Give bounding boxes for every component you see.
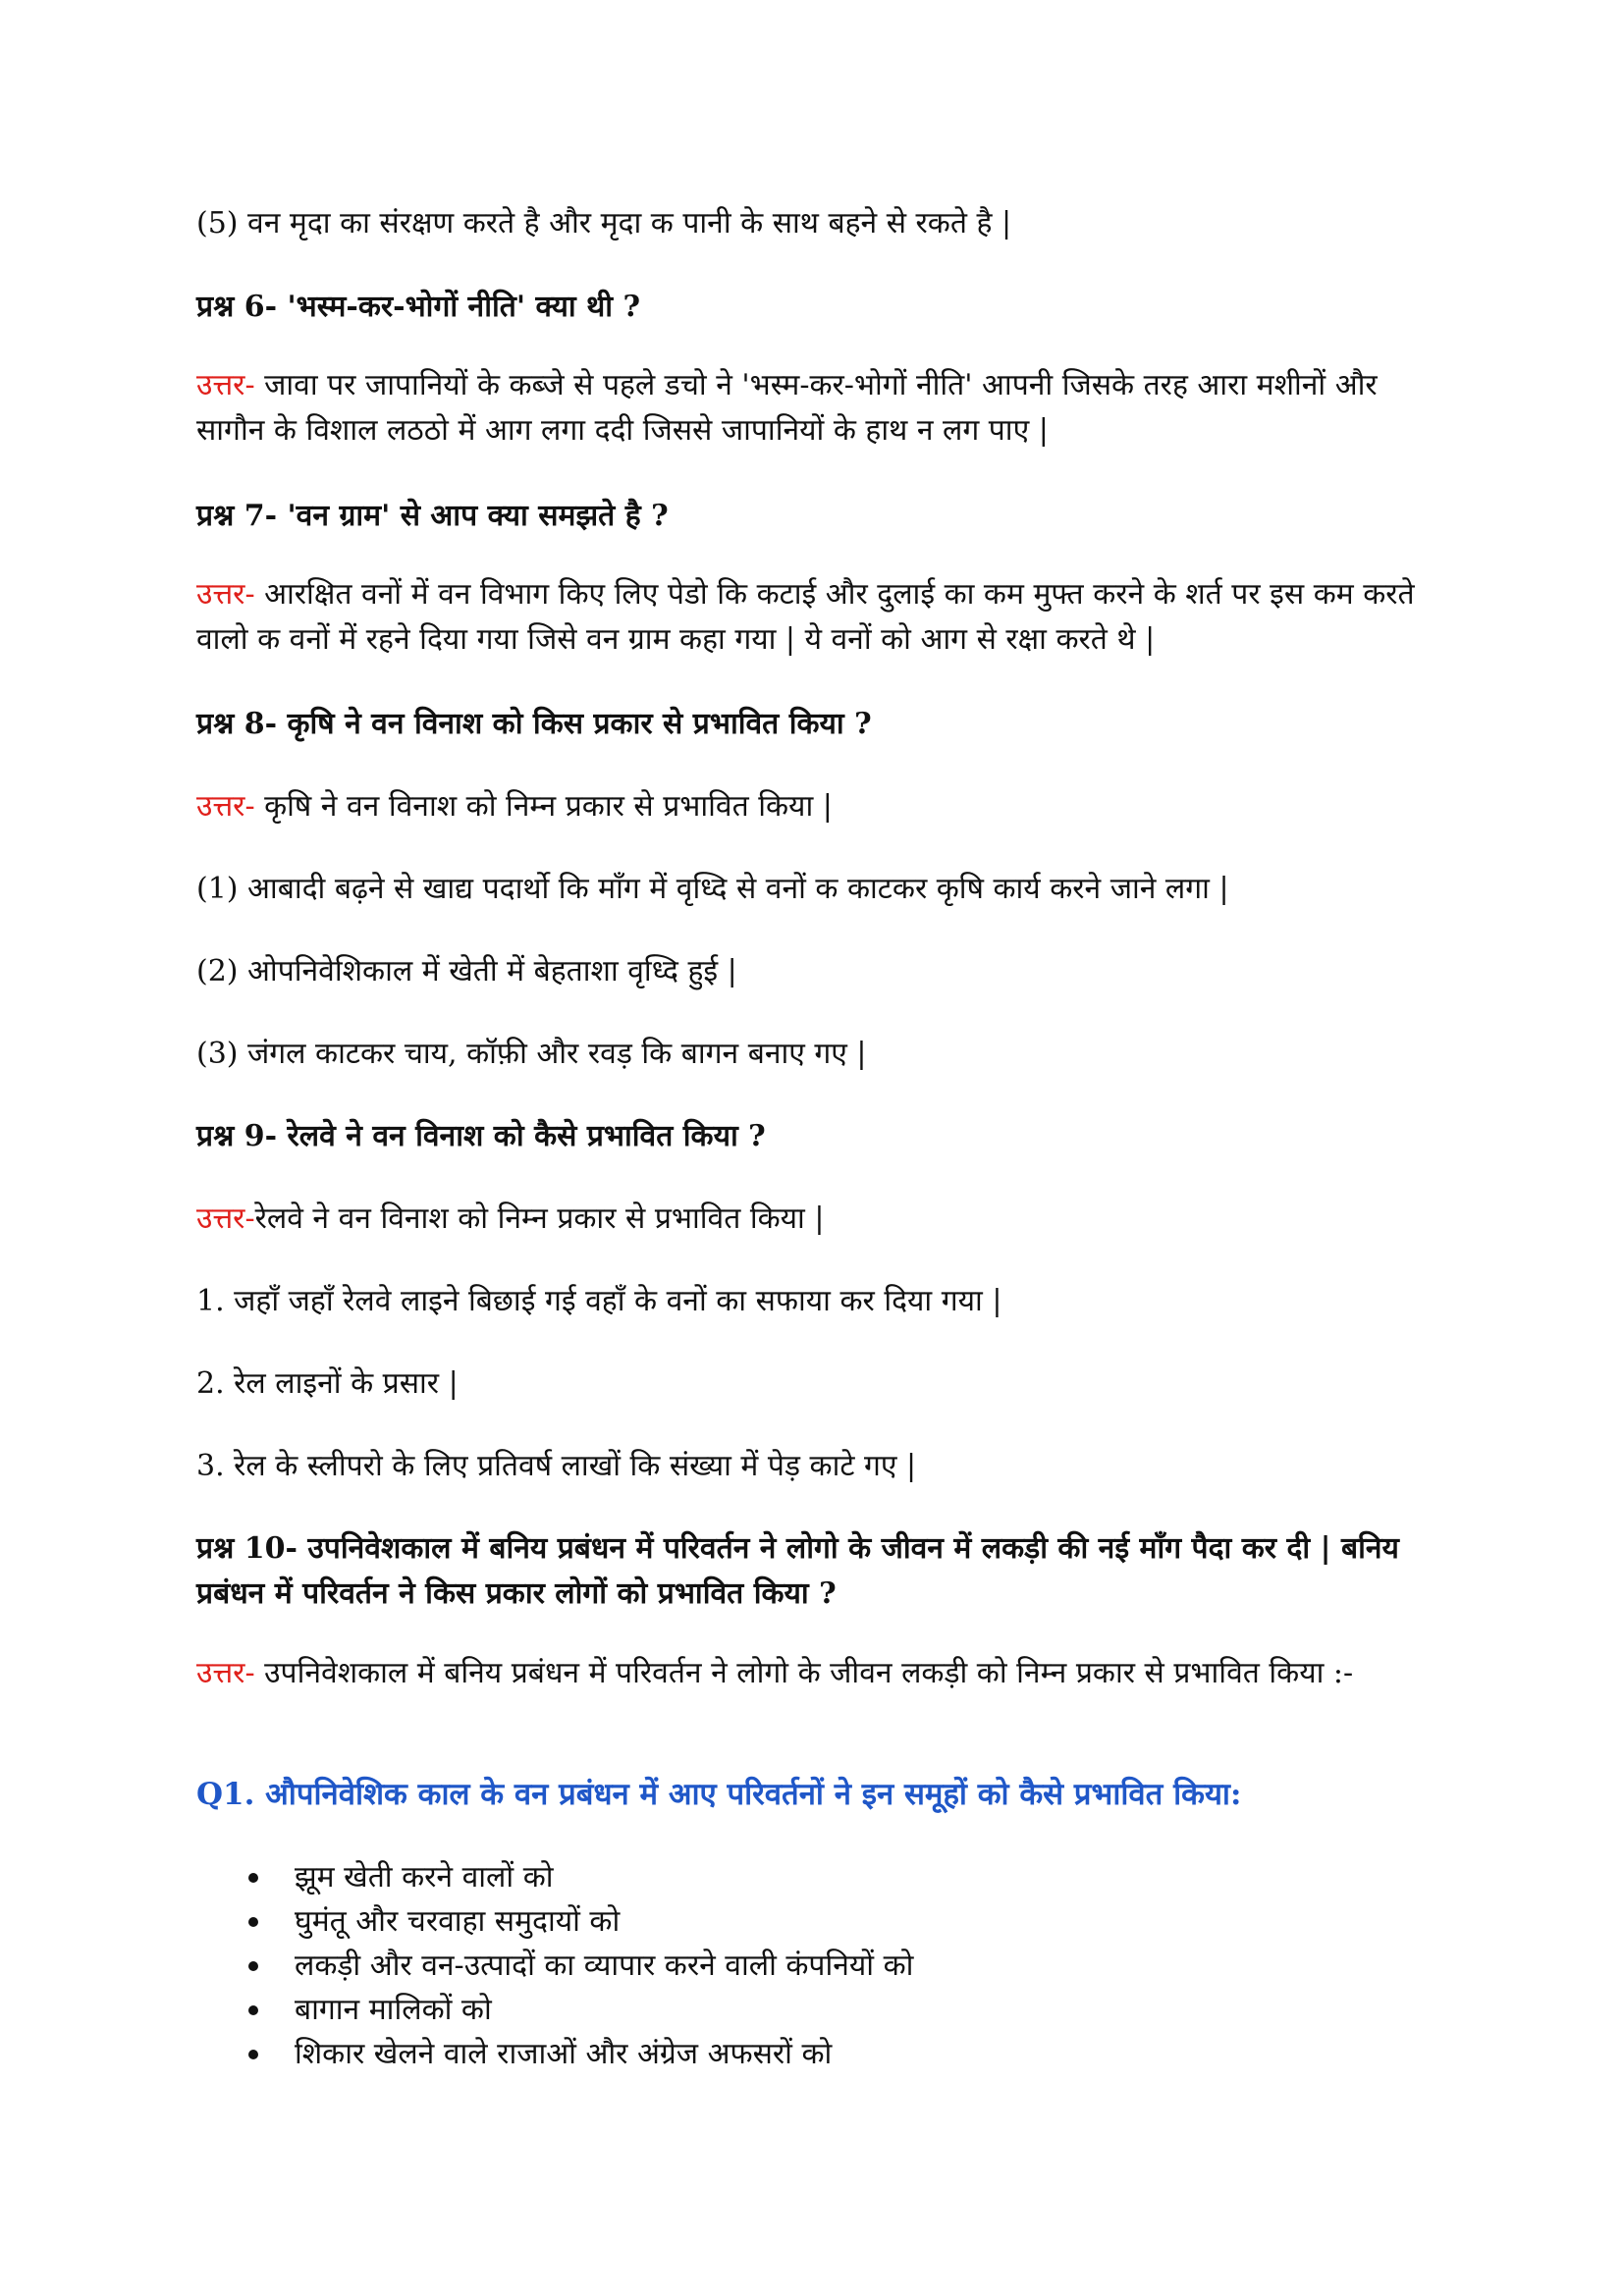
q1-bullet-list (245, 1855, 913, 2076)
question-7: प्रश्न 7- 'वन ग्राम' से आप क्या समझते है ? (196, 499, 669, 533)
question-10: प्रश्न 10- उपनिवेशकाल में बनिय प्रबंधन में परिवर्तन ने लोगो के जीवन में लकड़ी की नई माँग पैदा कर दी | बनिय प्रबंधन में परिवर्तन ने किस प्रकार लोगों को प्रभावित किया ? (196, 1531, 1399, 1611)
answer-label: उत्तर- (196, 577, 255, 612)
q8-point-1: (1) आबादी बढ़ने से खाद्य पदार्थो कि माँग में वृध्दि से वनों क काटकर कृषि कार्य करने जाने लगा | (196, 872, 1229, 906)
answer-text: कृषि ने वन विनाश को निम्न प्रकार से प्रभावित किया | (254, 789, 833, 824)
list-item: झूम खेती करने वालों को (245, 1855, 913, 1899)
q9-point-1: 1. जहाँ जहाँ रेलवे लाइने बिछाई गई वहाँ के वनों का सफाया कर दिया गया | (196, 1284, 1002, 1318)
q9-point-2: 2. रेल लाइनों के प्रसार | (196, 1366, 459, 1401)
q8-point-2: (2) ओपनिवेशिकाल में खेती में बेहताशा वृध्दि हुई | (196, 954, 737, 988)
answer-text: जावा पर जापानियों के कब्जे से पहले डचो ने 'भस्म-कर-भोगों नीति' आपनी जिसके तरह आरा मशीनों और सागौन के विशाल लठठो में आग लगा ददी जिससे जापानियों के हाथ न लग पाए | (196, 368, 1378, 448)
answer-9 (196, 1197, 1434, 1242)
list-item: बागान मालिकों को (245, 1988, 913, 2032)
answer-label: उत्तर- (196, 789, 255, 824)
bullet-icon (248, 1873, 258, 1883)
bullet-icon (248, 1917, 258, 1927)
answer-7 (196, 572, 1434, 663)
list-item: शिकार खेलने वाले राजाओं और अंग्रेज अफसरों को (245, 2032, 913, 2076)
answer-8 (196, 784, 1434, 829)
answer-text: आरक्षित वनों में वन विभाग किए लिए पेडो कि कटाई और दुलाई का कम मुफ्त करने के शर्त पर इस कम करते वालो क वनों में रहने दिया गया जिसे वन ग्राम कहा गया | ये वनों को आग से रक्षा करते थे | (196, 577, 1415, 657)
bullet-icon (248, 2050, 258, 2059)
bullet-icon (248, 1961, 258, 1971)
answer-6 (196, 363, 1434, 454)
bullet-icon (248, 2005, 258, 2015)
question-9: प्रश्न 9- रेलवे ने वन विनाश को कैसे प्रभावित किया ? (196, 1119, 766, 1153)
answer-label: उत्तर- (196, 1201, 255, 1236)
q9-point-3: 3. रेल के स्लीपरो के लिए प्रतिवर्ष लाखों कि संख्या में पेड़ काटे गए | (196, 1449, 917, 1483)
q8-point-3: (3) जंगल काटकर चाय, कॉफ़ी और रवड़ कि बागन बनाए गए | (196, 1037, 867, 1071)
list-item: घुमंतू और चरवाहा समुदायों को (245, 1899, 913, 1944)
answer-label: उत्तर- (196, 1656, 255, 1690)
q1-heading: Q1. औपनिवेशिक काल के वन प्रबंधन में आए परिवर्तनों ने इन समूहों को कैसे प्रभावित किया: (196, 1777, 1242, 1812)
answer-text: उपनिवेशकाल में बनिय प्रबंधन में परिवर्तन ने लोगो के जीवन लकड़ी को निम्न प्रकार से प्रभावित किया :- (254, 1656, 1354, 1690)
point-5: (5) वन मृदा का संरक्षण करते है और मृदा क पानी के साथ बहने से रकते है | (196, 206, 1012, 240)
question-6: प्रश्न 6- 'भस्म-कर-भोगों नीति' क्या थी ? (196, 290, 641, 324)
answer-label: उत्तर- (196, 368, 255, 402)
answer-10 (196, 1651, 1434, 1696)
list-item: लकड़ी और वन-उत्पादों का व्यापार करने वाली कंपनियों को (245, 1944, 913, 1988)
answer-text: रेलवे ने वन विनाश को निम्न प्रकार से प्रभावित किया | (254, 1201, 825, 1236)
question-8: प्रश्न 8- कृषि ने वन विनाश को किस प्रकार से प्रभावित किया ? (196, 707, 872, 741)
